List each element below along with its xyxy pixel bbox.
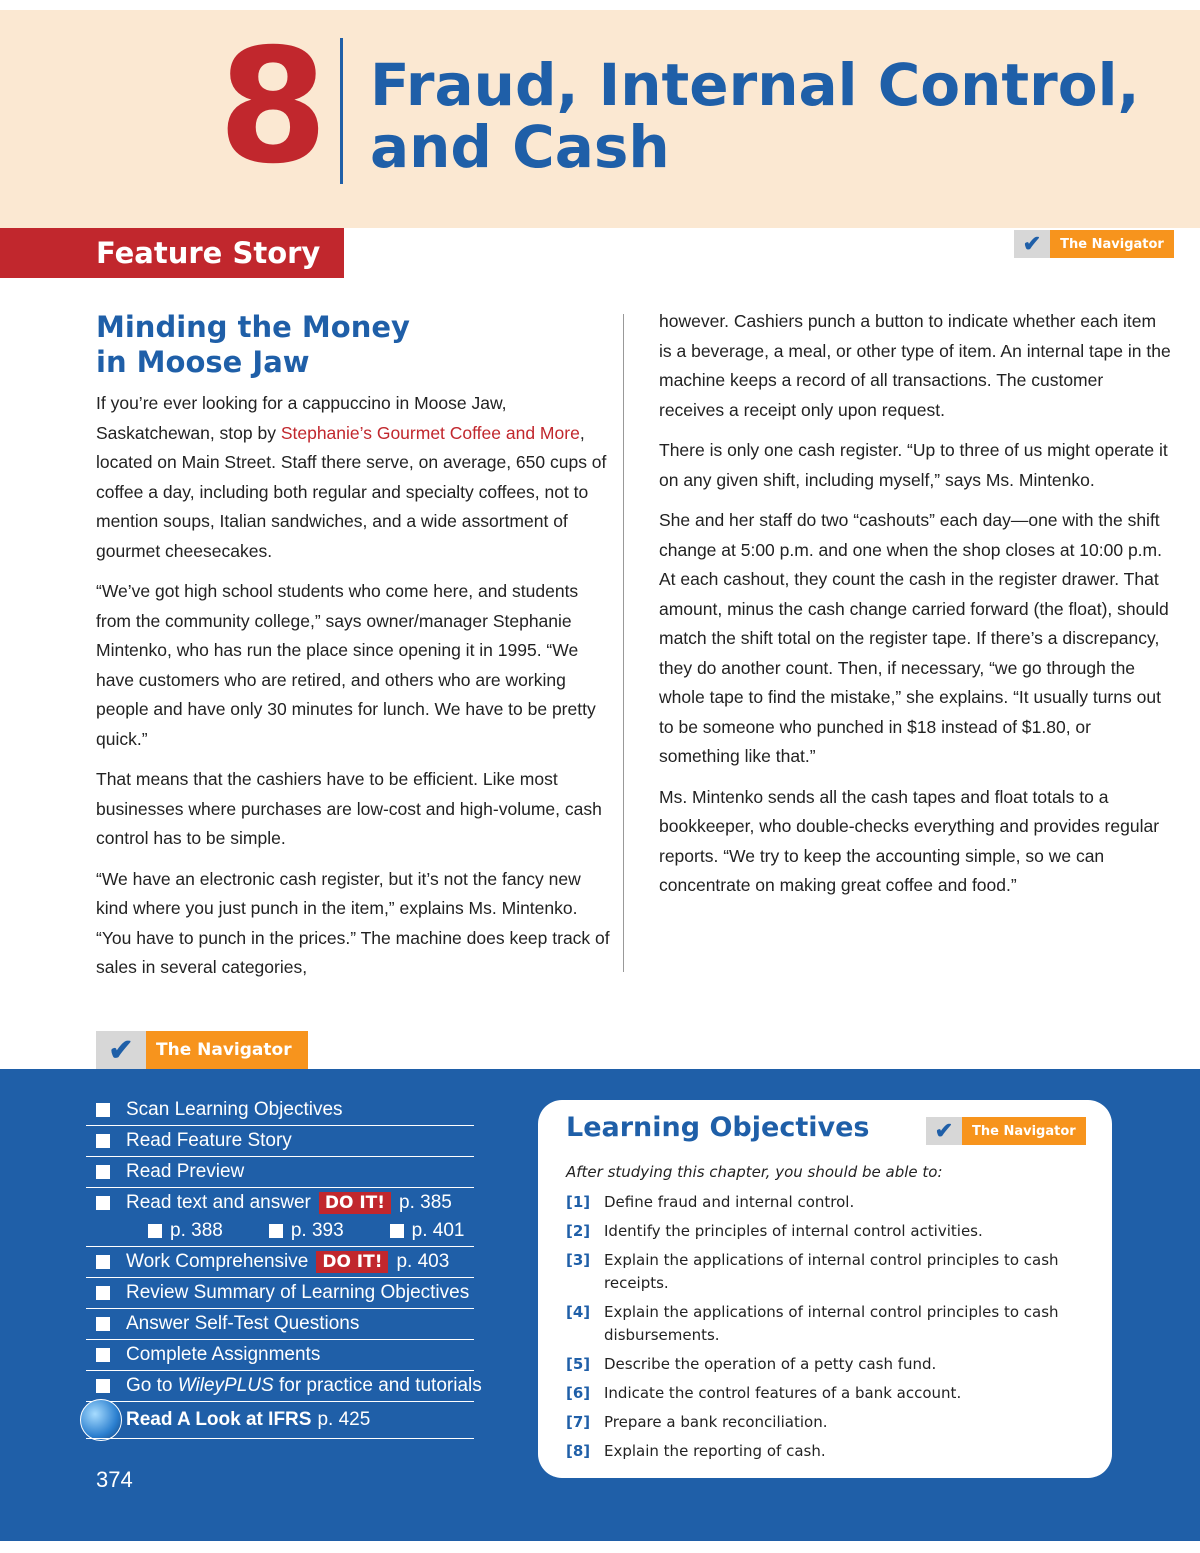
story-paragraph: That means that the cashiers have to be efficient. Like most businesses where purchases are low-cost and high-volume, cash control has to be simple. xyxy=(96,769,602,848)
story-paragraph: “We have an electronic cash register, but it’s not the fancy new kind where you just punch in the item,” explains Ms. Mintenko. “You have to punch in the prices.” The machine does keep track of sales in several categories, xyxy=(96,868,610,977)
learning-objective xyxy=(566,1353,1086,1376)
navigator-item-label: Read Preview xyxy=(126,1161,245,1182)
checkbox-square-icon[interactable] xyxy=(96,1317,110,1331)
learning-objective xyxy=(566,1440,1086,1463)
navigator-item-comprehensive[interactable] xyxy=(86,1247,474,1278)
objective-text: Define fraud and internal control. xyxy=(604,1193,855,1211)
checkbox-square-icon[interactable] xyxy=(96,1165,110,1179)
story-column-left xyxy=(96,389,616,994)
checkbox-square-icon[interactable] xyxy=(96,1255,110,1269)
navigator-item-label: Read Feature Story xyxy=(126,1130,292,1151)
objective-text: Explain the applications of internal control principles to cash disbursements. xyxy=(604,1303,1059,1344)
page-ref: p. 385 xyxy=(399,1192,452,1213)
navigator-item-label: Complete Assignments xyxy=(126,1344,321,1365)
learning-objective xyxy=(566,1382,1086,1405)
navigator-item-label: Read A Look at IFRS xyxy=(126,1409,312,1430)
page-ref: p. 403 xyxy=(396,1251,450,1272)
objective-text: Explain the reporting of cash. xyxy=(604,1442,826,1460)
checkbox-square-icon[interactable] xyxy=(390,1224,404,1238)
checkbox-square-icon[interactable] xyxy=(148,1224,162,1238)
navigator-item-label: Read text and answer xyxy=(126,1192,311,1213)
story-title-line2: in Moose Jaw xyxy=(96,345,310,379)
story-paragraph: There is only one cash register. “Up to three of us might operate it on any given shift, including myself,” says Ms. Mintenko. xyxy=(659,440,1168,490)
learning-objectives-list xyxy=(566,1191,1086,1469)
sub-page-ref[interactable] xyxy=(390,1220,465,1242)
page-ref: p. 388 xyxy=(170,1220,223,1241)
page-ref: p. 425 xyxy=(317,1409,371,1430)
objective-text: Describe the operation of a petty cash fund. xyxy=(604,1355,937,1373)
wileyplus-brand[interactable]: WileyPLUS xyxy=(177,1375,274,1396)
header-divider xyxy=(340,38,343,184)
checkbox-square-icon[interactable] xyxy=(96,1103,110,1117)
learning-objectives-title: Learning Objectives xyxy=(566,1112,870,1143)
navigator-label: The Navigator xyxy=(146,1031,308,1069)
page-ref: p. 393 xyxy=(290,1220,344,1241)
objective-number: [5] xyxy=(566,1355,591,1373)
navigator-item-scan[interactable] xyxy=(86,1095,474,1126)
company-name-highlight: Stephanie’s Gourmet Coffee and More xyxy=(280,422,580,443)
story-title-line1: Minding the Money xyxy=(96,310,410,344)
objective-number: [4] xyxy=(566,1303,591,1321)
check-icon: ✔ xyxy=(1014,230,1050,258)
navigator-item-assignments[interactable] xyxy=(86,1340,474,1371)
objective-text: Explain the applications of internal control principles to cash receipts. xyxy=(604,1251,1059,1292)
page-number: 374 xyxy=(96,1467,133,1492)
checkbox-square-icon[interactable] xyxy=(96,1196,110,1210)
navigator-badge-objectives[interactable] xyxy=(926,1117,1086,1145)
checkbox-square-icon[interactable] xyxy=(269,1224,283,1238)
do-it-badge: DO IT! xyxy=(316,1251,388,1273)
navigator-label: The Navigator xyxy=(1050,230,1174,258)
story-text: If you’re ever looking for a cappuccino in Moose Jaw, Saskatchewan, stop by xyxy=(96,393,507,443)
chapter-number: 8 xyxy=(218,15,328,199)
learning-objectives-intro: After studying this chapter, you should be able to: xyxy=(566,1163,943,1181)
story-paragraph xyxy=(96,389,616,566)
learning-objective xyxy=(566,1249,1086,1295)
learning-objective xyxy=(566,1301,1086,1347)
navigator-badge-main[interactable] xyxy=(96,1031,308,1069)
check-icon: ✔ xyxy=(96,1031,146,1069)
navigator-item-label: for practice and tutorials xyxy=(278,1375,482,1396)
navigator-item-label: Answer Self-Test Questions xyxy=(126,1313,360,1334)
story-column-right xyxy=(659,307,1171,912)
navigator-item-ifrs[interactable] xyxy=(86,1402,474,1439)
feature-story-label: Feature Story xyxy=(96,236,321,270)
objective-number: [8] xyxy=(566,1442,591,1460)
checkbox-square-icon[interactable] xyxy=(96,1134,110,1148)
do-it-badge: DO IT! xyxy=(319,1192,391,1214)
story-title xyxy=(96,310,410,380)
page-ref: p. 401 xyxy=(411,1220,465,1241)
story-paragraph: “We’ve got high school students who come here, and students from the community college,” says owner/manager Stephanie Mintenko, who has run the place since opening it in 1995. “We have customers who are retired, and others who are working people and have only 30 minutes for lunch. We have to be pretty quick.” xyxy=(96,581,596,749)
learning-objective xyxy=(566,1220,1086,1243)
navigator-badge-top[interactable] xyxy=(1014,230,1174,258)
story-text: , located on Main Street. Staff there serve, on average, 650 cups of coffee a day, including both regular and specialty coffees, not to mention soups, Italian sandwiches, and a wide assortment of gourmet cheesecakes. xyxy=(96,422,607,561)
navigator-label: The Navigator xyxy=(962,1117,1086,1145)
navigator-item-feature[interactable] xyxy=(86,1126,474,1157)
navigator-item-wileyplus[interactable] xyxy=(86,1371,482,1402)
chapter-title-line1: Fraud, Internal Control, xyxy=(370,51,1140,119)
chapter-title-line2: and Cash xyxy=(370,113,670,181)
navigator-item-label: Go to xyxy=(126,1375,173,1396)
chapter-title xyxy=(370,51,1140,181)
navigator-item-label: Work Comprehensive xyxy=(126,1251,309,1272)
objective-text: Prepare a bank reconciliation. xyxy=(604,1413,828,1431)
check-icon: ✔ xyxy=(926,1117,962,1145)
checkbox-square-icon[interactable] xyxy=(96,1348,110,1362)
story-paragraph: however. Cashiers punch a button to indicate whether each item is a beverage, a meal, or other type of item. An internal tape in the machine keeps a record of all transactions. The customer receives a receipt only upon request. xyxy=(659,311,1171,420)
navigator-item-label: Scan Learning Objectives xyxy=(126,1099,343,1120)
sub-page-ref[interactable] xyxy=(148,1220,223,1242)
checkbox-square-icon[interactable] xyxy=(96,1286,110,1300)
learning-objective xyxy=(566,1191,1086,1214)
objective-number: [3] xyxy=(566,1251,591,1269)
navigator-item-do-it[interactable] xyxy=(86,1188,474,1247)
learning-objective xyxy=(566,1411,1086,1434)
column-divider xyxy=(623,314,624,972)
story-paragraph: Ms. Mintenko sends all the cash tapes and float totals to a bookkeeper, who double-checks everything and provides regular reports. “We try to keep the accounting simple, so we can concentrate on making great coffee and food.” xyxy=(659,786,1160,895)
objective-text: Indicate the control features of a bank account. xyxy=(604,1384,962,1402)
objective-number: [6] xyxy=(566,1384,591,1402)
objective-number: [2] xyxy=(566,1222,591,1240)
objective-number: [1] xyxy=(566,1193,591,1211)
objective-number: [7] xyxy=(566,1413,591,1431)
navigator-item-self-test[interactable] xyxy=(86,1309,474,1340)
navigator-item-label: Review Summary of Learning Objectives xyxy=(126,1282,470,1303)
sub-page-ref[interactable] xyxy=(269,1220,344,1242)
story-paragraph: She and her staff do two “cashouts” each day—one with the shift change at 5:00 p.m. and one when the shop closes at 10:00 p.m. At each cashout, they count the cash in the register drawer. That amount, minus the cash change carried forward (the float), should match the shift total on the register tape. If there’s a discrepancy, they do another count. Then, if necessary, “we go through the whole tape to find the mistake,” she explains. “It usually turns out to be someone who punched in $18 instead of $1.80, or something like that.” xyxy=(659,510,1169,766)
objective-text: Identify the principles of internal control activities. xyxy=(604,1222,983,1240)
navigator-item-preview[interactable] xyxy=(86,1157,474,1188)
checkbox-square-icon[interactable] xyxy=(96,1379,110,1393)
navigator-item-summary[interactable] xyxy=(86,1278,474,1309)
